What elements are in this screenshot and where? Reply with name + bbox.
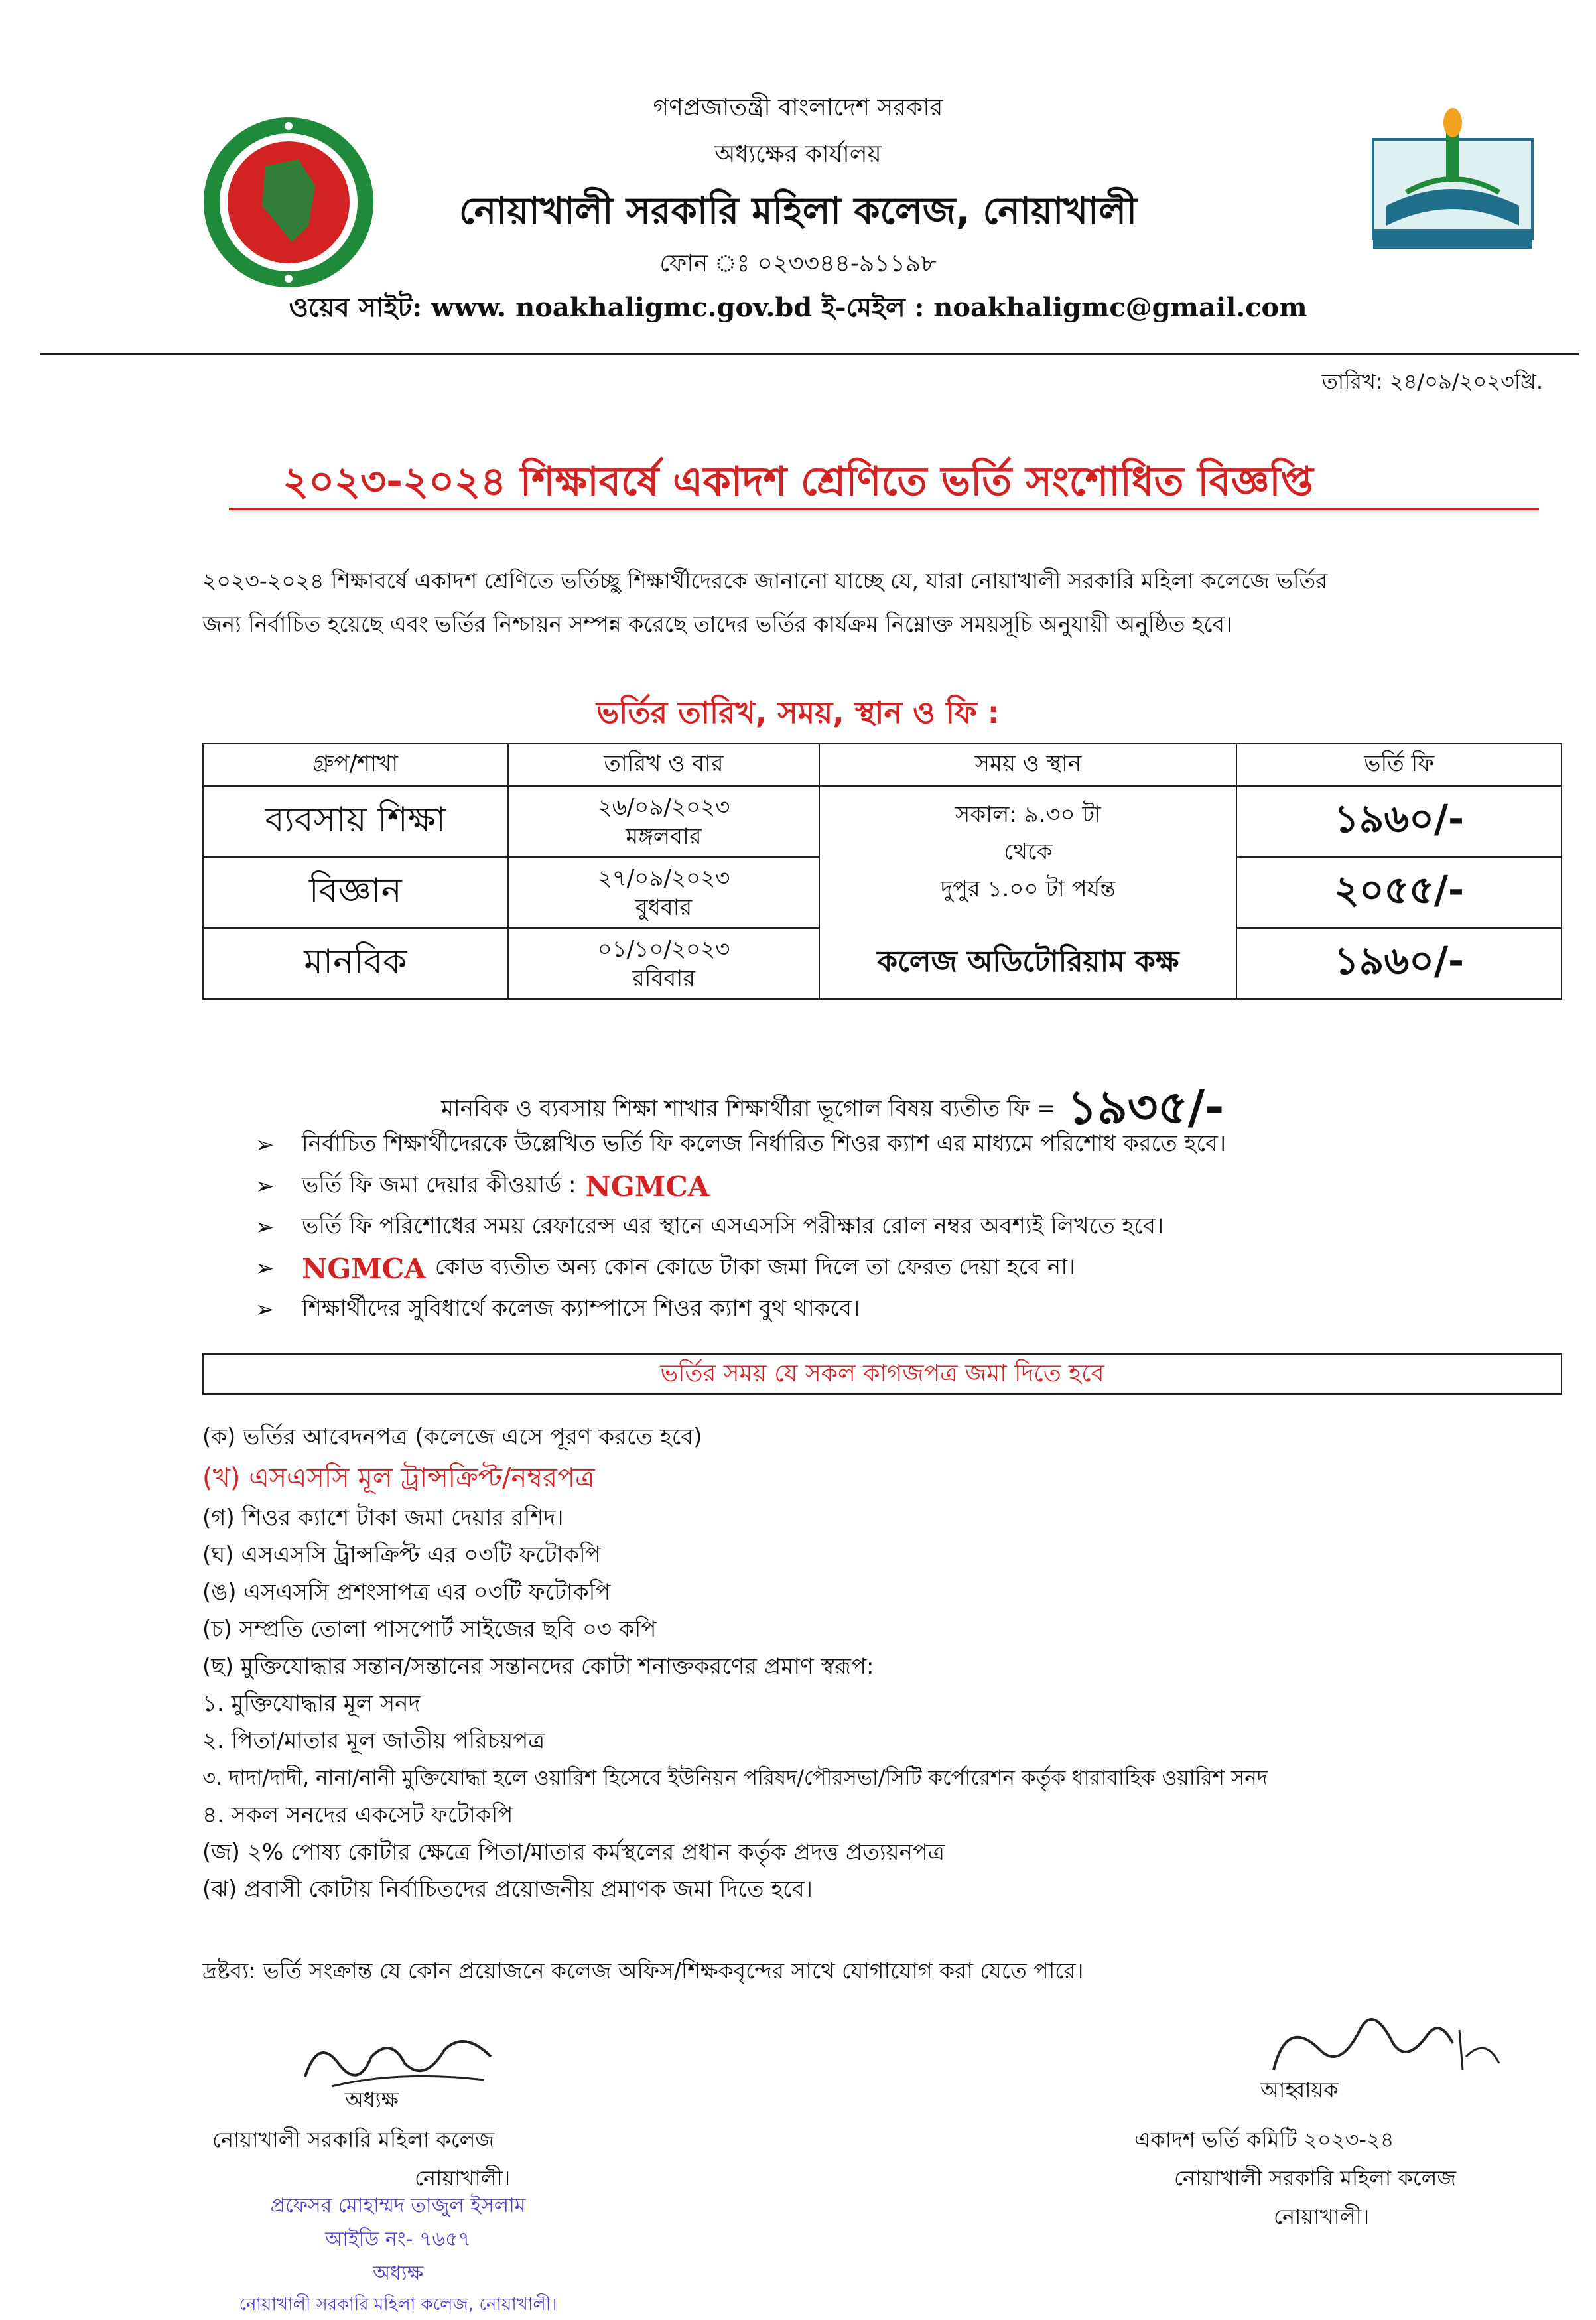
group-cell: বিজ্ঞান (203, 857, 508, 928)
stamp-id: আইডি নং- ৭৬৫৭ (325, 2228, 471, 2251)
list-item: (জ) ২% পোষ্য কোটার ক্ষেত্রে পিতা/মাতার কর্মস্থলের প্রধান কর্তৃক প্রদত্ত প্রত্যয়নপত্র (202, 1838, 945, 1866)
fee-cell: ১৯৬০/- (1236, 928, 1562, 999)
list-item: (চ) সম্প্রতি তোলা পাসপোর্ট সাইজের ছবি ০৩ কপি (202, 1615, 657, 1643)
intro-line-2: জন্য নির্বাচিত হয়েছে এবং ভর্তির নিশ্চায়ন সম্পন্ন করেছে তাদের ভর্তির কার্যক্রম নিম্নোক্ত সময়সূচি অনুযায়ী অনুষ্ঠিত হবে। (202, 611, 1232, 637)
header-fee: ভর্তি ফি (1236, 744, 1562, 786)
list-item: ১. মুক্তিযোদ্ধার মূল সনদ (202, 1690, 421, 1717)
principal-role: অধ্যক্ষ (345, 2087, 399, 2112)
principal-stamp (212, 2189, 584, 2320)
day-value: রবিবার (632, 965, 695, 992)
documents-list (202, 1420, 1268, 1909)
convener-committee: একাদশ ভর্তি কমিটি ২০২৩-২৪ (1134, 2127, 1394, 2152)
principal-signature (292, 2023, 517, 2096)
table-row (203, 928, 1562, 999)
date-value: ২৭/০৯/২০২৩ (597, 864, 730, 892)
date-cell (508, 857, 820, 928)
list-item: ২. পিতা/মাতার মূল জাতীয় পরিচয়পত্র (202, 1727, 545, 1754)
header-divider (40, 353, 1579, 355)
list-item: (গ) শিওর ক্যাশে টাকা জমা দেয়ার রশিদ। (202, 1504, 564, 1531)
fee-note-value: ১৯৩৫/- (1067, 1080, 1225, 1134)
stamp-name: প্রফেসর মোহাম্মদ তাজুল ইসলাম (270, 2194, 526, 2217)
college-name: নোয়াখালী সরকারি মহিলা কলেজ, নোয়াখালী (458, 190, 1138, 233)
stamp-college: নোয়াখালী সরকারি মহিলা কলেজ, নোয়াখালী। (239, 2295, 557, 2315)
notice-title: ২০২৩-২০২৪ শিক্ষাবর্ষে একাদশ শ্রেণিতে ভর্তি সংশোধিত বিজ্ঞপ্তি (283, 458, 1313, 505)
date-value: ২৬/০৯/২০২৩ (597, 793, 730, 821)
list-item: ৩. দাদা/দাদী, নানা/নানী মুক্তিযোদ্ধা হলে ওয়ারিশ হিসেবে ইউনিয়ন পরিষদ/পৌরসভা/সিটি কর্পোরেশন কর্তৃক ধারাবাহিক ওয়ারিশ সনদ (202, 1766, 1268, 1790)
date-value: ০১/১০/২০২৩ (597, 935, 730, 963)
table-header-row (203, 744, 1562, 786)
fee-cell: ২০৫৫/- (1236, 857, 1562, 928)
bullet-text: কোড ব্যতীত অন্য কোন কোডে টাকা জমা দিলে তা ফেরত দেয়া হবে না। (434, 1253, 1076, 1280)
convener-role: আহ্বায়ক (1260, 2077, 1339, 2102)
arrow-icon: ➢ (255, 1132, 275, 1158)
web-email-line: ওয়েব সাইট: www. noakhaligmc.gov.bd ই-মেইল : noakhaligmc@gmail.com (289, 292, 1307, 323)
bullet-text: শিক্ষার্থীদের সুবিধার্থে কলেজ ক্যাম্পাসে শিওর ক্যাশ বুথ থাকবে। (302, 1294, 860, 1322)
list-item: ৪. সকল সনদের একসেট ফটোকপি (202, 1801, 513, 1828)
list-item: (ঙ) এসএসসি প্রশংসাপত্র এর ০৩টি ফটোকপি (202, 1578, 611, 1605)
title-underline (229, 508, 1539, 510)
list-item (255, 1207, 1226, 1248)
documents-heading-box: ভর্তির সময় যে সকল কাগজপত্র জমা দিতে হবে (202, 1353, 1562, 1395)
note-text: দ্রষ্টব্য: ভর্তি সংক্রান্ত যে কোন প্রয়োজনে কলেজ অফিস/শিক্ষকবৃন্দের সাথে যোগাযোগ করা যেতে পারে। (202, 1958, 1084, 1984)
arrow-icon: ➢ (255, 1255, 275, 1282)
bullet-text: নির্বাচিত শিক্ষার্থীদেরকে উল্লেখিত ভর্তি ফি কলেজ নির্ধারিত শিওর ক্যাশ এর মাধ্যমে পরিশোধ করতে হবে। (302, 1130, 1227, 1157)
arrow-icon: ➢ (255, 1173, 275, 1199)
venue-cell: কলেজ অডিটোরিয়াম কক্ষ (819, 928, 1236, 999)
time-line-1: সকাল: ৯.৩০ টা (955, 801, 1101, 828)
time-line-3: দুপুর ১.০০ টা পর্যন্ত (941, 876, 1116, 902)
list-item (255, 1289, 1226, 1330)
bullet-text: ভর্তি ফি পরিশোধের সময় রেফারেন্স এর স্থানে এসএসসি পরীক্ষার রোল নম্বর অবশ্যই লিখতে হবে। (302, 1212, 1164, 1239)
group-cell: ব্যবসায় শিক্ষা (203, 786, 508, 857)
keyword-code: NGMCA (585, 1170, 710, 1203)
list-item: (ঝ) প্রবাসী কোটায় নির্বাচিতদের প্রয়োজনীয় প্রমাণক জমা দিতে হবে। (202, 1876, 813, 1903)
arrow-icon: ➢ (255, 1214, 275, 1241)
time-cell (819, 786, 1236, 928)
stamp-role: অধ্যক্ষ (373, 2262, 423, 2285)
list-item (255, 1248, 1226, 1289)
fee-note-text: মানবিক ও ব্যবসায় শিক্ষা শাখার শিক্ষার্থীরা ভূগোল বিষয় ব্যতীত ফি = (441, 1095, 1056, 1122)
header-time-venue: সময় ও স্থান (819, 744, 1236, 786)
day-value: বুধবার (635, 894, 693, 921)
instruction-list (255, 1125, 1226, 1330)
principal-college: নোয়াখালী সরকারি মহিলা কলেজ (212, 2127, 495, 2152)
list-item (255, 1166, 1226, 1207)
phone-number: ফোন ঃ ০২৩৩৪৪-৯১১৯৮ (659, 250, 937, 277)
fee-cell: ১৯৬০/- (1236, 786, 1562, 857)
date-cell (508, 786, 820, 857)
day-value: মঙ্গলবার (626, 823, 702, 850)
arrow-icon: ➢ (255, 1296, 275, 1323)
admission-schedule-table (202, 743, 1562, 1000)
list-item: (ছ) মুক্তিযোদ্ধার সন্তান/সন্তানের সন্তানদের কোটা শনাক্তকরণের প্রমাণ স্বরূপ: (202, 1653, 874, 1680)
list-item: (ঘ) এসএসসি ট্রান্সক্রিপ্ট এর ০৩টি ফটোকপি (202, 1541, 601, 1568)
time-line-2: থেকে (1004, 839, 1053, 865)
header-group: গ্রুপ/শাখা (203, 744, 508, 786)
bullet-text: ভর্তি ফি জমা দেয়ার কীওয়ার্ড : (302, 1171, 576, 1198)
list-item (255, 1125, 1226, 1166)
convener-college: নোয়াখালী সরকারি মহিলা কলেজ (1174, 2165, 1457, 2191)
list-item: (ক) ভর্তির আবেদনপত্র (কলেজে এসে পূরণ করতে হবে) (202, 1423, 702, 1450)
table-row (203, 786, 1562, 857)
intro-line-1: ২০২৩-২০২৪ শিক্ষাবর্ষে একাদশ শ্রেণিতে ভর্তিচ্ছু শিক্ষার্থীদেরকে জানানো যাচ্ছে যে, যারা নোয়াখালী সরকারি মহিলা কলেজে ভর্তির (202, 568, 1328, 594)
office-name: অধ্যক্ষের কার্যালয় (714, 141, 882, 168)
table-heading: ভর্তির তারিখ, সময়, স্থান ও ফি : (596, 695, 1000, 730)
principal-place: নোয়াখালী। (415, 2165, 511, 2191)
govt-name: গণপ্রজাতন্ত্রী বাংলাদেশ সরকার (653, 94, 943, 121)
convener-place: নোয়াখালী। (1274, 2204, 1370, 2229)
list-item: (খ) এসএসসি মূল ট্রান্সক্রিপ্ট/নম্বরপত্র (202, 1462, 595, 1493)
date-cell (508, 928, 820, 999)
notice-date: তারিখ: ২৪/০৯/২০২৩খ্রি. (1321, 369, 1543, 394)
header-date: তারিখ ও বার (508, 744, 820, 786)
group-cell: মানবিক (203, 928, 508, 999)
keyword-code: NGMCA (302, 1252, 426, 1285)
